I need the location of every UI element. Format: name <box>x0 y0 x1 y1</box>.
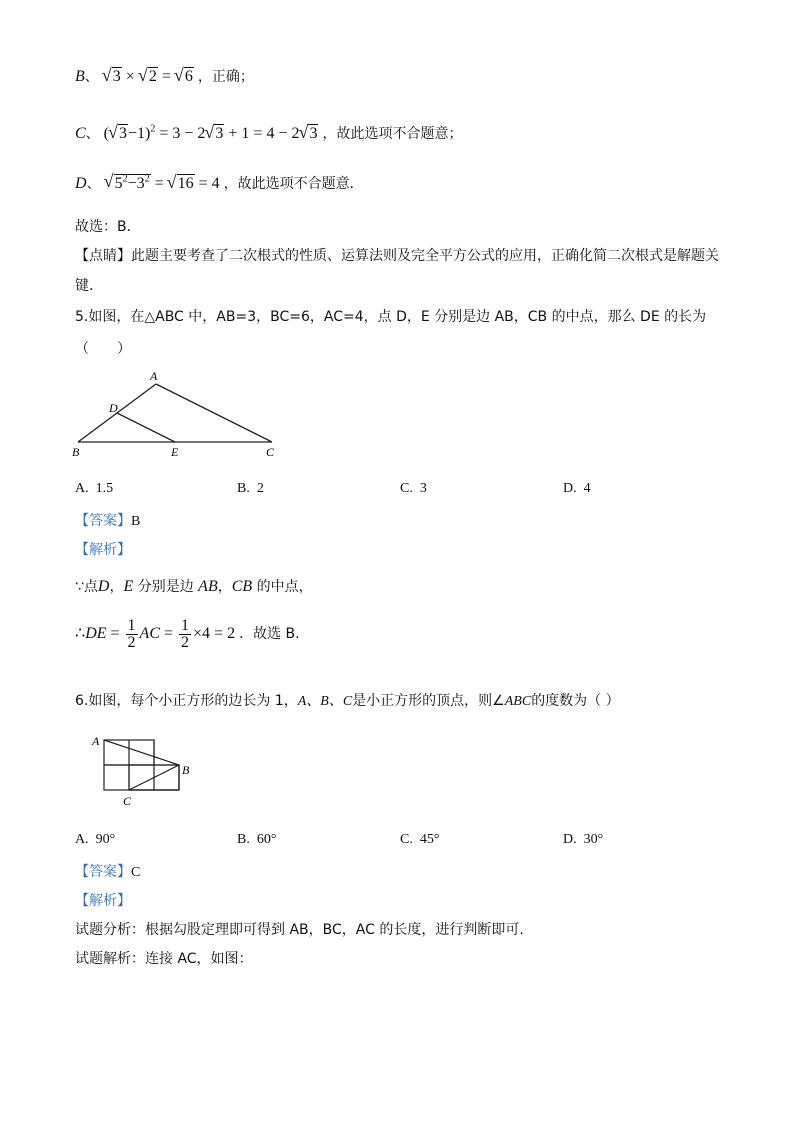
line-note: ，故此选项不合题意； <box>322 126 463 142</box>
option-b-line <box>75 66 254 86</box>
q6-option-d[interactable]: D. 30° <box>563 832 604 847</box>
times-sign: × <box>125 68 135 85</box>
separator: 、 <box>84 69 99 85</box>
q6-option-c[interactable]: C. 45° <box>400 832 440 847</box>
grid-middle-row <box>104 765 179 790</box>
comment-line-1: 【点睛】此题主要考查了二次根式的性质、运算法则及完全平方公式的应用，正确化简二次根式是解题关 <box>75 248 719 264</box>
q6-analysis-line-1: 试题分析：根据勾股定理即可得到 AB，BC，AC 的长度，进行判断即可. <box>75 922 524 938</box>
line-note: ，正确； <box>197 69 254 85</box>
answer-value: C <box>131 865 141 880</box>
segment-de <box>117 413 175 442</box>
label-b: B <box>182 763 190 777</box>
q6-analysis-line-2: 试题解析：连接 AC，如图： <box>75 951 253 967</box>
q6-answer <box>75 861 140 881</box>
line-label: C <box>75 125 86 142</box>
q5-analysis-tag: 【解析】 <box>75 542 131 558</box>
q5-option-d[interactable]: D. 4 <box>563 481 591 496</box>
q5-solution-line-2: ∴DE = $\frac{1}{2}$ AC = $\frac{1}{2}$ ×4 = 2 ．故选 B. <box>75 617 300 651</box>
label-a: A <box>92 734 100 748</box>
label-b: B <box>72 445 80 459</box>
equals-sign: = <box>161 68 171 85</box>
label-c: C <box>266 445 275 459</box>
side-ac <box>156 384 272 442</box>
fraction-half: $\frac{1}{2}$ <box>181 617 190 651</box>
segment-ab <box>104 740 179 765</box>
line-label: B <box>75 68 85 85</box>
q6-stem: 6.如图，每个小正方形的边长为 1，A、B、C是小正方形的顶点，则∠ABC的度数为（ ） <box>75 693 620 709</box>
option-c-line: C、 (√ 3−1)$^2$ = 3 − 2√ 3 + 1 = 4 − 2√ 3 ，故此选项不合题意； <box>75 123 462 143</box>
separator: 、 <box>86 176 101 192</box>
fraction-half: $\frac{1}{2}$ <box>127 617 136 651</box>
prev-answer: 故选：B． <box>75 219 141 235</box>
option-d-line: D、 √ $5^2-3^2$ = √ 16 = 4 ，故此选项不合题意． <box>75 173 364 193</box>
q5-solution-line-1: ∵点D，E 分别是边 AB，CB 的中点， <box>75 578 313 595</box>
conclusion-note: ．故选 B. <box>239 626 300 643</box>
sqrt-3: √ 3 <box>103 68 122 86</box>
answer-value: B <box>131 514 141 529</box>
sqrt-2: √ 2 <box>139 68 158 86</box>
line-label: D <box>75 175 87 192</box>
answer-tag: 【答案】 <box>75 864 131 880</box>
separator: 、 <box>85 126 100 142</box>
q5-stem: 5.如图，在△ABC 中，AB=3，BC=6，AC=4，点 D，E 分别是边 AB，CB 的中点，那么 DE 的长为 <box>75 309 707 325</box>
answer-tag: 【答案】 <box>75 513 131 529</box>
q5-triangle-figure <box>72 368 282 460</box>
sqrt-6: √ 6 <box>175 68 194 86</box>
q5-option-c[interactable]: C. 3 <box>400 481 427 496</box>
label-e: E <box>171 445 179 459</box>
label-c: C <box>123 794 132 808</box>
q5-option-b[interactable]: B. 2 <box>237 481 264 496</box>
label-d: D <box>109 401 118 415</box>
label-a: A <box>150 369 158 383</box>
q6-analysis-tag: 【解析】 <box>75 893 131 909</box>
q6-grid-figure <box>90 732 202 810</box>
q6-option-a[interactable]: A. 90° <box>75 832 116 847</box>
comment-line-2: 键． <box>75 278 103 294</box>
line-note: ，故此选项不合题意． <box>223 176 364 192</box>
q6-option-b[interactable]: B. 60° <box>237 832 277 847</box>
q5-answer <box>75 510 140 530</box>
q5-option-a[interactable]: A. 1.5 <box>75 481 114 496</box>
q5-paren: （ ） <box>75 341 131 357</box>
